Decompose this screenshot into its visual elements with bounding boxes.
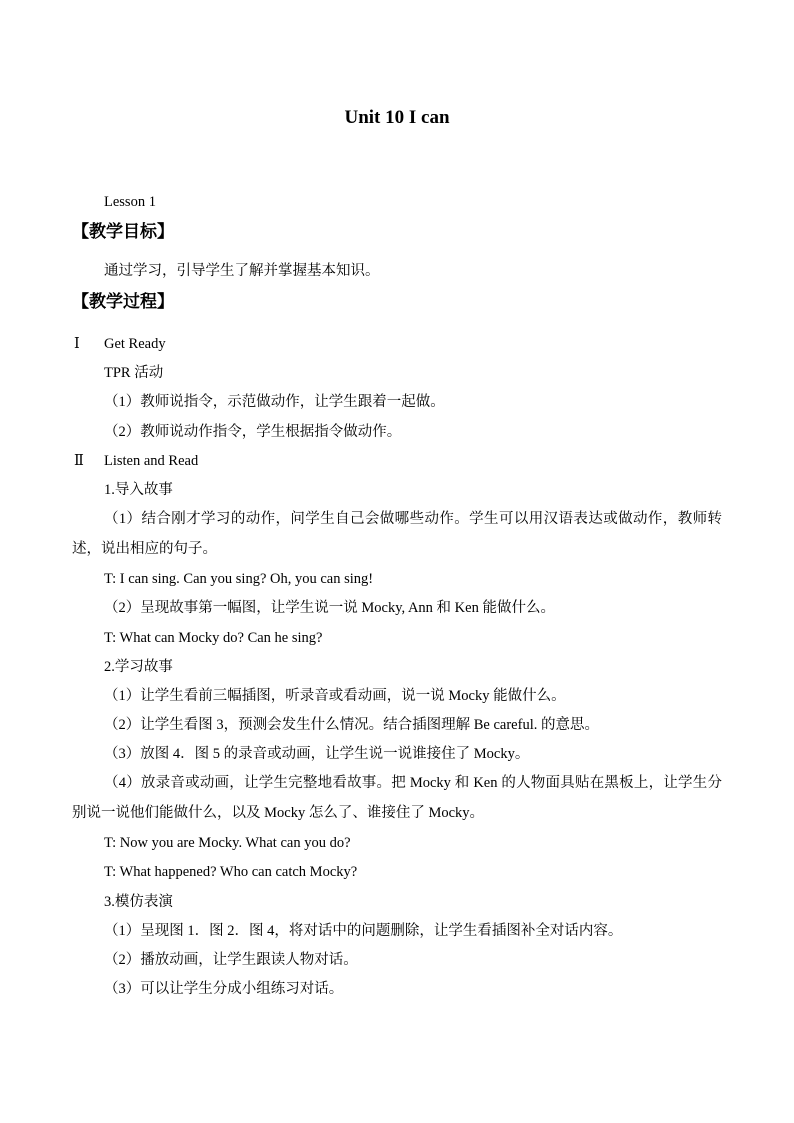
section2-title: Listen and Read <box>104 453 199 469</box>
part2-teacher-line: T: Now you are Mocky. What can you do? <box>104 835 351 851</box>
part1-paragraph: （2）呈现故事第一幅图，让学生说一说 Mocky, Ann 和 Ken 能做什么。 <box>104 600 555 616</box>
page-title: Unit 10 I can <box>344 107 450 128</box>
part2-teacher-line: T: What happened? Who can catch Mocky? <box>104 864 358 880</box>
process-heading: 【教学过程】 <box>72 292 174 312</box>
part2-paragraph: （3）放图 4．图 5 的录音或动画，让学生说一说谁接住了 Mocky。 <box>104 746 530 762</box>
part3-paragraph: （3）可以让学生分成小组练习对话。 <box>104 981 344 997</box>
part2-paragraph: （4）放录音或动画，让学生完整地看故事。把 Mocky 和 Ken 的人物面具贴在黑板上，让学生分别说一说他们能做什么，以及 Mocky 怎么了、谁接住了 Mocky。 <box>72 775 722 821</box>
part1-teacher-line: T: I can sing. Can you sing? Oh, you can sing! <box>104 571 374 587</box>
lesson-label: Lesson 1 <box>104 194 156 210</box>
part3-paragraph: （1）呈现图 1．图 2．图 4，将对话中的问题删除，让学生看插图补全对话内容。 <box>104 923 623 939</box>
goal-text: 通过学习，引导学生了解并掌握基本知识。 <box>104 263 380 279</box>
goal-heading: 【教学目标】 <box>72 222 174 242</box>
section2-numeral: Ⅱ <box>74 453 84 469</box>
part1-teacher-line: T: What can Mocky do? Can he sing? <box>104 630 323 646</box>
section1-numeral: Ⅰ <box>74 336 80 352</box>
part1-paragraph: （1）结合刚才学习的动作，问学生自己会做哪些动作。学生可以用汉语表达或做动作，教师转述，说出相应的句子。 <box>72 511 722 557</box>
section1-sub: TPR 活动 <box>104 365 164 381</box>
part2-title: 2.学习故事 <box>104 659 173 675</box>
part2-paragraph: （1）让学生看前三幅插图，听录音或看动画，说一说 Mocky 能做什么。 <box>104 688 566 704</box>
section1-item: （1）教师说指令，示范做动作，让学生跟着一起做。 <box>104 394 445 410</box>
part3-title: 3.模仿表演 <box>104 894 173 910</box>
part2-paragraph: （2）让学生看图 3，预测会发生什么情况。结合插图理解 Be careful. 的意思。 <box>104 717 599 733</box>
section1-title: Get Ready <box>104 336 166 352</box>
section1-item: （2）教师说动作指令，学生根据指令做动作。 <box>104 424 402 440</box>
part3-paragraph: （2）播放动画，让学生跟读人物对话。 <box>104 952 358 968</box>
part1-title: 1.导入故事 <box>104 482 173 498</box>
